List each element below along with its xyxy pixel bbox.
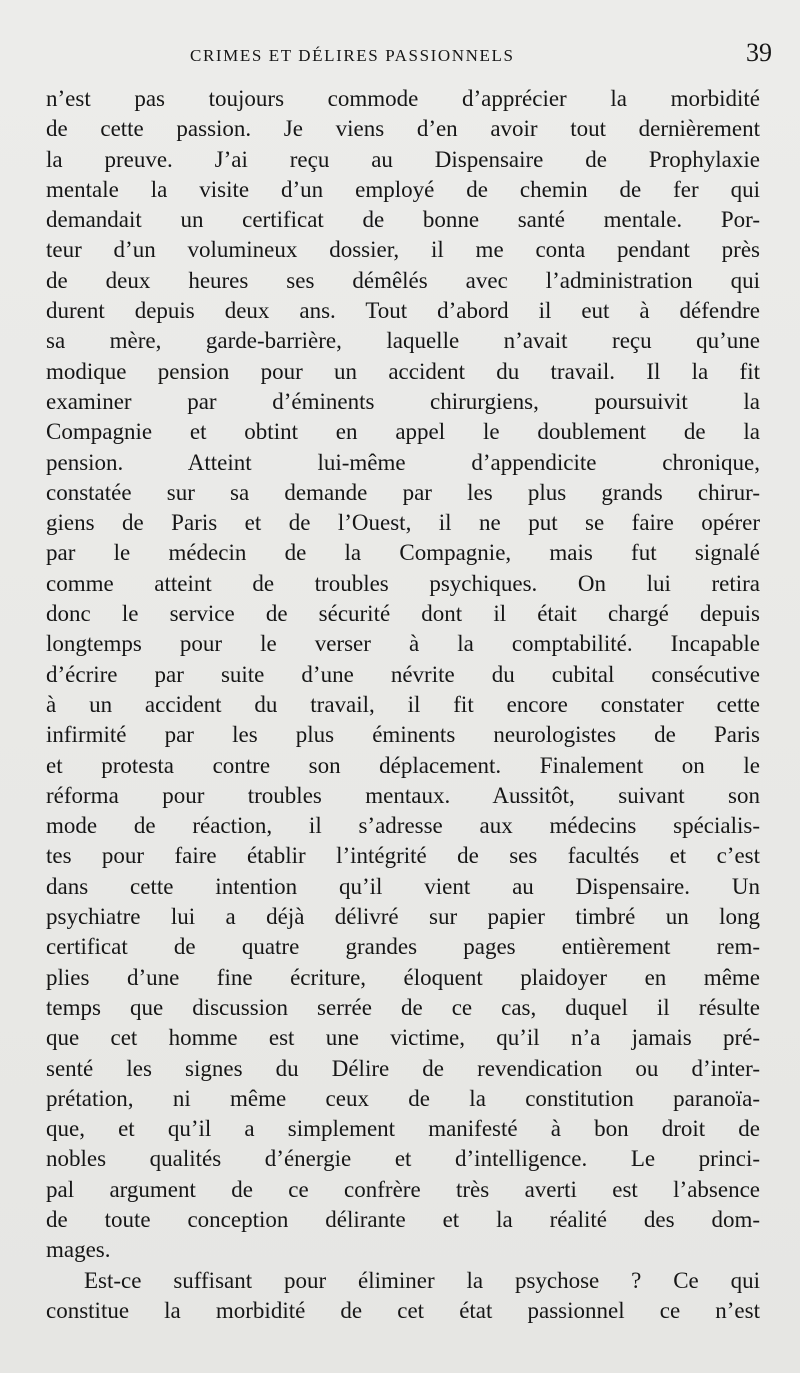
text-line: senté les signes du Délire de revendication ou d’inter-	[46, 1055, 760, 1081]
text-line: constitue la morbidité de cet état passionnel ce n’est	[46, 1297, 760, 1323]
text-line: Compagnie et obtint en appel le doublement de la	[46, 419, 760, 445]
text-line: pension. Atteint lui-même d’appendicite chronique,	[46, 449, 760, 475]
text-line: demandait un certificat de bonne santé mentale. Por-	[46, 207, 760, 233]
page-number: 39	[746, 38, 772, 67]
text-line: infirmité par les plus éminents neurologistes de Paris	[46, 722, 760, 748]
text-line: psychiatre lui a déjà délivré sur papier timbré un long	[46, 904, 760, 930]
text-line: durent depuis deux ans. Tout d’abord il eut à défendre	[46, 298, 760, 324]
text-line: la preuve. J’ai reçu au Dispensaire de Prophylaxie	[46, 146, 760, 172]
text-line: mentale la visite d’un employé de chemin de fer qui	[46, 176, 760, 202]
text-line: temps que discussion serrée de ce cas, duquel il résulte	[46, 994, 760, 1020]
text-line: prétation, ni même ceux de la constitution paranoïa-	[46, 1085, 760, 1111]
text-line: d’écrire par suite d’une névrite du cubital consécutive	[46, 661, 760, 687]
text-line: à un accident du travail, il fit encore constater cette	[46, 691, 760, 717]
text-line: par le médecin de la Compagnie, mais fut signalé	[46, 540, 760, 566]
text-line: teur d’un volumineux dossier, il me conta pendant près	[46, 237, 760, 263]
text-line: tes pour faire établir l’intégrité de ses facultés et c’est	[46, 843, 760, 869]
text-line: pal argument de ce confrère très averti est l’absence	[46, 1176, 760, 1202]
text-line: Est-ce suffisant pour éliminer la psychose ? Ce qui	[84, 1267, 760, 1293]
text-line: que cet homme est une victime, qu’il n’a jamais pré-	[46, 1025, 760, 1051]
text-line: que, et qu’il a simplement manifesté à bon droit de	[46, 1116, 760, 1142]
text-line: sa mère, garde-barrière, laquelle n’avait reçu qu’une	[46, 328, 760, 354]
text-line: modique pension pour un accident du travail. Il la fit	[46, 358, 760, 384]
text-line: examiner par d’éminents chirurgiens, poursuivit la	[46, 388, 760, 414]
text-line: n’est pas toujours commode d’apprécier la morbidité	[46, 86, 760, 111]
text-line: de cette passion. Je viens d’en avoir tout dernièrement	[46, 116, 760, 142]
text-line: de toute conception délirante et la réalité des dom-	[46, 1206, 760, 1232]
body-text	[46, 84, 760, 1326]
text-line: mages.	[46, 1237, 111, 1263]
text-line: giens de Paris et de l’Ouest, il ne put se faire opérer	[46, 510, 760, 536]
running-title: CRIMES ET DÉLIRES PASSIONNELS	[190, 46, 515, 65]
text-line: mode de réaction, il s’adresse aux médecins spécialis-	[46, 813, 760, 839]
text-line: comme atteint de troubles psychiques. On lui retira	[46, 570, 760, 596]
text-line: de deux heures ses démêlés avec l’administration qui	[46, 267, 760, 293]
text-line: donc le service de sécurité dont il était chargé depuis	[46, 601, 760, 627]
text-line: dans cette intention qu’il vient au Dispensaire. Un	[46, 873, 760, 899]
text-line: et protesta contre son déplacement. Finalement on le	[46, 752, 760, 778]
text-line: plies d’une fine écriture, éloquent plaidoyer en même	[46, 964, 760, 990]
page-header	[0, 38, 800, 72]
text-line: nobles qualités d’énergie et d’intelligence. Le princi-	[46, 1146, 760, 1172]
text-line: certificat de quatre grandes pages entièrement rem-	[46, 934, 760, 960]
text-line: constatée sur sa demande par les plus grands chirur-	[46, 479, 760, 505]
text-line: réforma pour troubles mentaux. Aussitôt, suivant son	[46, 782, 760, 808]
text-line: longtemps pour le verser à la comptabilité. Incapable	[46, 631, 760, 657]
